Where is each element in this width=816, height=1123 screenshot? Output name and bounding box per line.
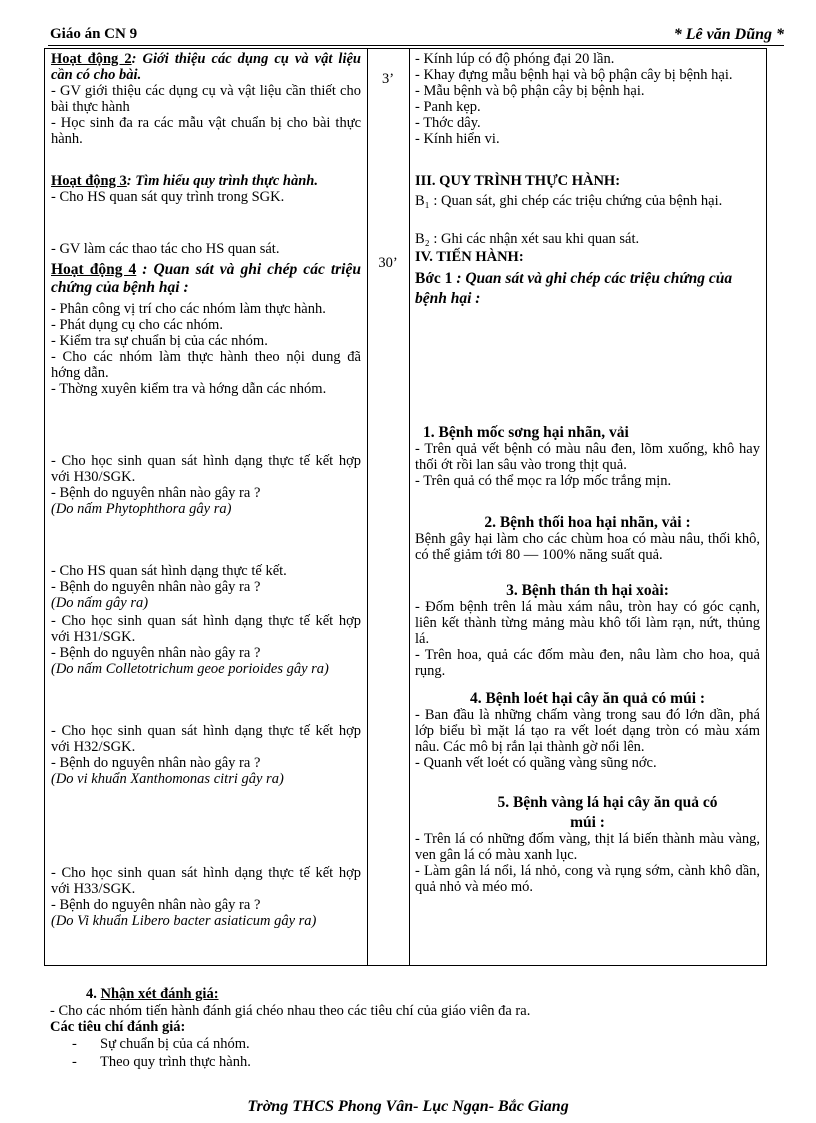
header-lesson: Giáo án CN 9: [50, 26, 138, 42]
disease-3: 3. Bệnh thán th hại xoài: - Đốm bệnh trên lá màu xám nâu, tròn hay có góc cạnh, liên kết thành từng mảng màu khô tối làm rạn, nứt, thủng lá. - Trên hoa, quả các đốm màu đen, nâu làm cho hoa, quả rụng.: [415, 582, 760, 679]
section-3-heading: III. QUY TRÌNH THỰC HÀNH:: [415, 173, 621, 189]
materials-list: - Kính lúp có độ phóng đại 20 lần. - Khay đựng mẫu bệnh hại và bộ phận cây bị bệnh hại. - Mẫu bệnh và bộ phận cây bị bệnh hại. - Panh kẹp. - Thớc dây. - Kính hiển vi.: [415, 51, 733, 147]
activity-3-title: Hoạt động 3: [51, 173, 127, 189]
activity-2-subtitle: : Giới thiệu các dụng cụ và vật liệu cần có cho bài.: [51, 51, 361, 83]
procedure-step-b2: B₂ : Ghi các nhận xét sau khi quan sát.: [415, 231, 640, 247]
disease-5: 5. Bệnh vàng lá hại cây ăn quả có múi : - Trên lá có những đốm vàng, thịt lá biến thành màu vàng, ven gân lá có màu xanh lục. - Làm gân lá nổi, lá nhỏ, cong và rụng sớm, cành khô dần, quả nhỏ và méo mó.: [415, 794, 760, 895]
question-2: - Cho HS quan sát hình dạng thực tế kết. - Bệnh do nguyên nhân nào gây ra ? (Do nấm gây ra): [51, 563, 287, 611]
question-4: - Cho học sinh quan sát hình dạng thực tế kết hợp với H32/SGK. - Bệnh do nguyên nhân nào gây ra ? (Do vi khuẩn Xanthomonas citri gây ra): [51, 723, 361, 787]
activity-2-title: Hoạt động 2: [51, 51, 132, 67]
question-5: - Cho học sinh quan sát hình dạng thực tế kết hợp với H33/SGK. - Bệnh do nguyên nhân nào gây ra ? (Do Vi khuẩn Libero bacter asiaticum gây ra): [51, 865, 361, 929]
criteria-bullet: -: [72, 1036, 77, 1052]
criteria-title: Các tiêu chí đánh giá:: [50, 1019, 186, 1035]
disease-2-title: 2. Bệnh thối hoa hại nhãn, vải :: [484, 514, 691, 531]
time-activity-4: 30’: [378, 255, 398, 271]
header-rule: [48, 45, 784, 46]
activity-2-line: - Học sinh đa ra các mẫu vật chuẩn bị cho bài thực hành.: [51, 115, 361, 147]
disease-5-title: 5. Bệnh vàng lá hại cây ăn quả có: [497, 794, 718, 811]
evaluation-heading: 4. Nhận xét đánh giá:: [86, 986, 219, 1002]
step-1-heading: Bớc 1 : Quan sát và ghi chép các triệu chứng của bệnh hại :: [415, 270, 733, 307]
disease-1: 1. Bệnh mốc sơng hại nhãn, vải - Trên quả vết bệnh có màu nâu đen, lõm xuống, khô hay thối ớt rồi lan sâu vào trong thịt quả. - Trên quả có thể mọc ra lớp mốc trắng mịn.: [415, 424, 760, 489]
criteria-item: Sự chuẩn bị của cá nhóm.: [100, 1036, 250, 1052]
activity-4-list: - Phân công vị trí cho các nhóm làm thực hành. - Phát dụng cụ cho các nhóm. - Kiểm tra sự chuẩn bị của các nhóm. - Cho các nhóm làm thực hành theo nội dung đã hớng dẫn. - Thờng xuyên kiểm tra và hớng dẫn các nhóm.: [51, 301, 361, 397]
disease-1-title: 1. Bệnh mốc sơng hại nhãn, vải: [423, 424, 629, 441]
activity-2-line: - GV giới thiệu các dụng cụ và vật liệu cần thiết cho bài thực hành: [51, 83, 361, 115]
criteria-item: Theo quy trình thực hành.: [100, 1054, 251, 1070]
disease-5-title-cont: múi :: [570, 814, 605, 831]
procedure-step-b1: B₁ : Quan sát, ghi chép các triệu chứng của bệnh hại.: [415, 193, 723, 209]
activity-3-subtitle: : Tìm hiểu quy trình thực hành.: [126, 173, 318, 189]
activity-3: [51, 173, 361, 205]
criteria-bullet: -: [72, 1054, 77, 1070]
content-column: [409, 49, 766, 965]
question-1: - Cho học sinh quan sát hình dạng thực tế kết hợp với H30/SGK. - Bệnh do nguyên nhân nào gây ra ? (Do nấm Phytophthora gây ra): [51, 453, 361, 517]
disease-2: 2. Bệnh thối hoa hại nhãn, vải : Bệnh gây hại làm cho các chùm hoa có màu nâu, thối khô, có thể giảm tới 80 — 100% năng suất quả.: [415, 514, 760, 563]
activity-2: [51, 51, 361, 147]
disease-4: 4. Bệnh loét hại cây ăn quả có múi : - Ban đầu là những chấm vàng trong sau đó lớn dần, phá lớp biểu bì mặt lá tạo ra vết loét dạng tròn có màu xám nâu. Các mô bị rắn lại thành gờ nổi lên. - Quanh vết loét có quầng vàng sũng nớc.: [415, 690, 760, 771]
evaluation-line: - Cho các nhóm tiến hành đánh giá chéo nhau theo các tiêu chí của giáo viên đa ra.: [50, 1003, 531, 1019]
time-column: [367, 49, 410, 965]
question-3: - Cho học sinh quan sát hình dạng thực tế kết hợp với H31/SGK. - Bệnh do nguyên nhân nào gây ra ? (Do nấm Colletotrichum geoe porioides gây ra): [51, 613, 361, 677]
disease-3-title: 3. Bệnh thán th hại xoài:: [506, 582, 669, 599]
time-activity-2: 3’: [381, 71, 395, 87]
activity-4-heading: Hoạt động 4 : Quan sát và ghi chép các triệu chứng của bệnh hại :: [51, 261, 361, 296]
lesson-table: [44, 48, 767, 966]
activity-3-line: - Cho HS quan sát quy trình trong SGK.: [51, 189, 285, 205]
header-author: * Lê văn Dũng *: [673, 26, 784, 43]
activities-column: [45, 49, 368, 965]
page-footer: Trờng THCS Phong Vân- Lục Ngạn- Bắc Giang: [247, 1098, 569, 1115]
page-header: [50, 26, 784, 44]
section-4-heading: IV. TIẾN HÀNH:: [415, 249, 524, 265]
disease-4-title: 4. Bệnh loét hại cây ăn quả có múi :: [469, 690, 706, 707]
activity-3-line: - GV làm các thao tác cho HS quan sát.: [51, 241, 280, 257]
